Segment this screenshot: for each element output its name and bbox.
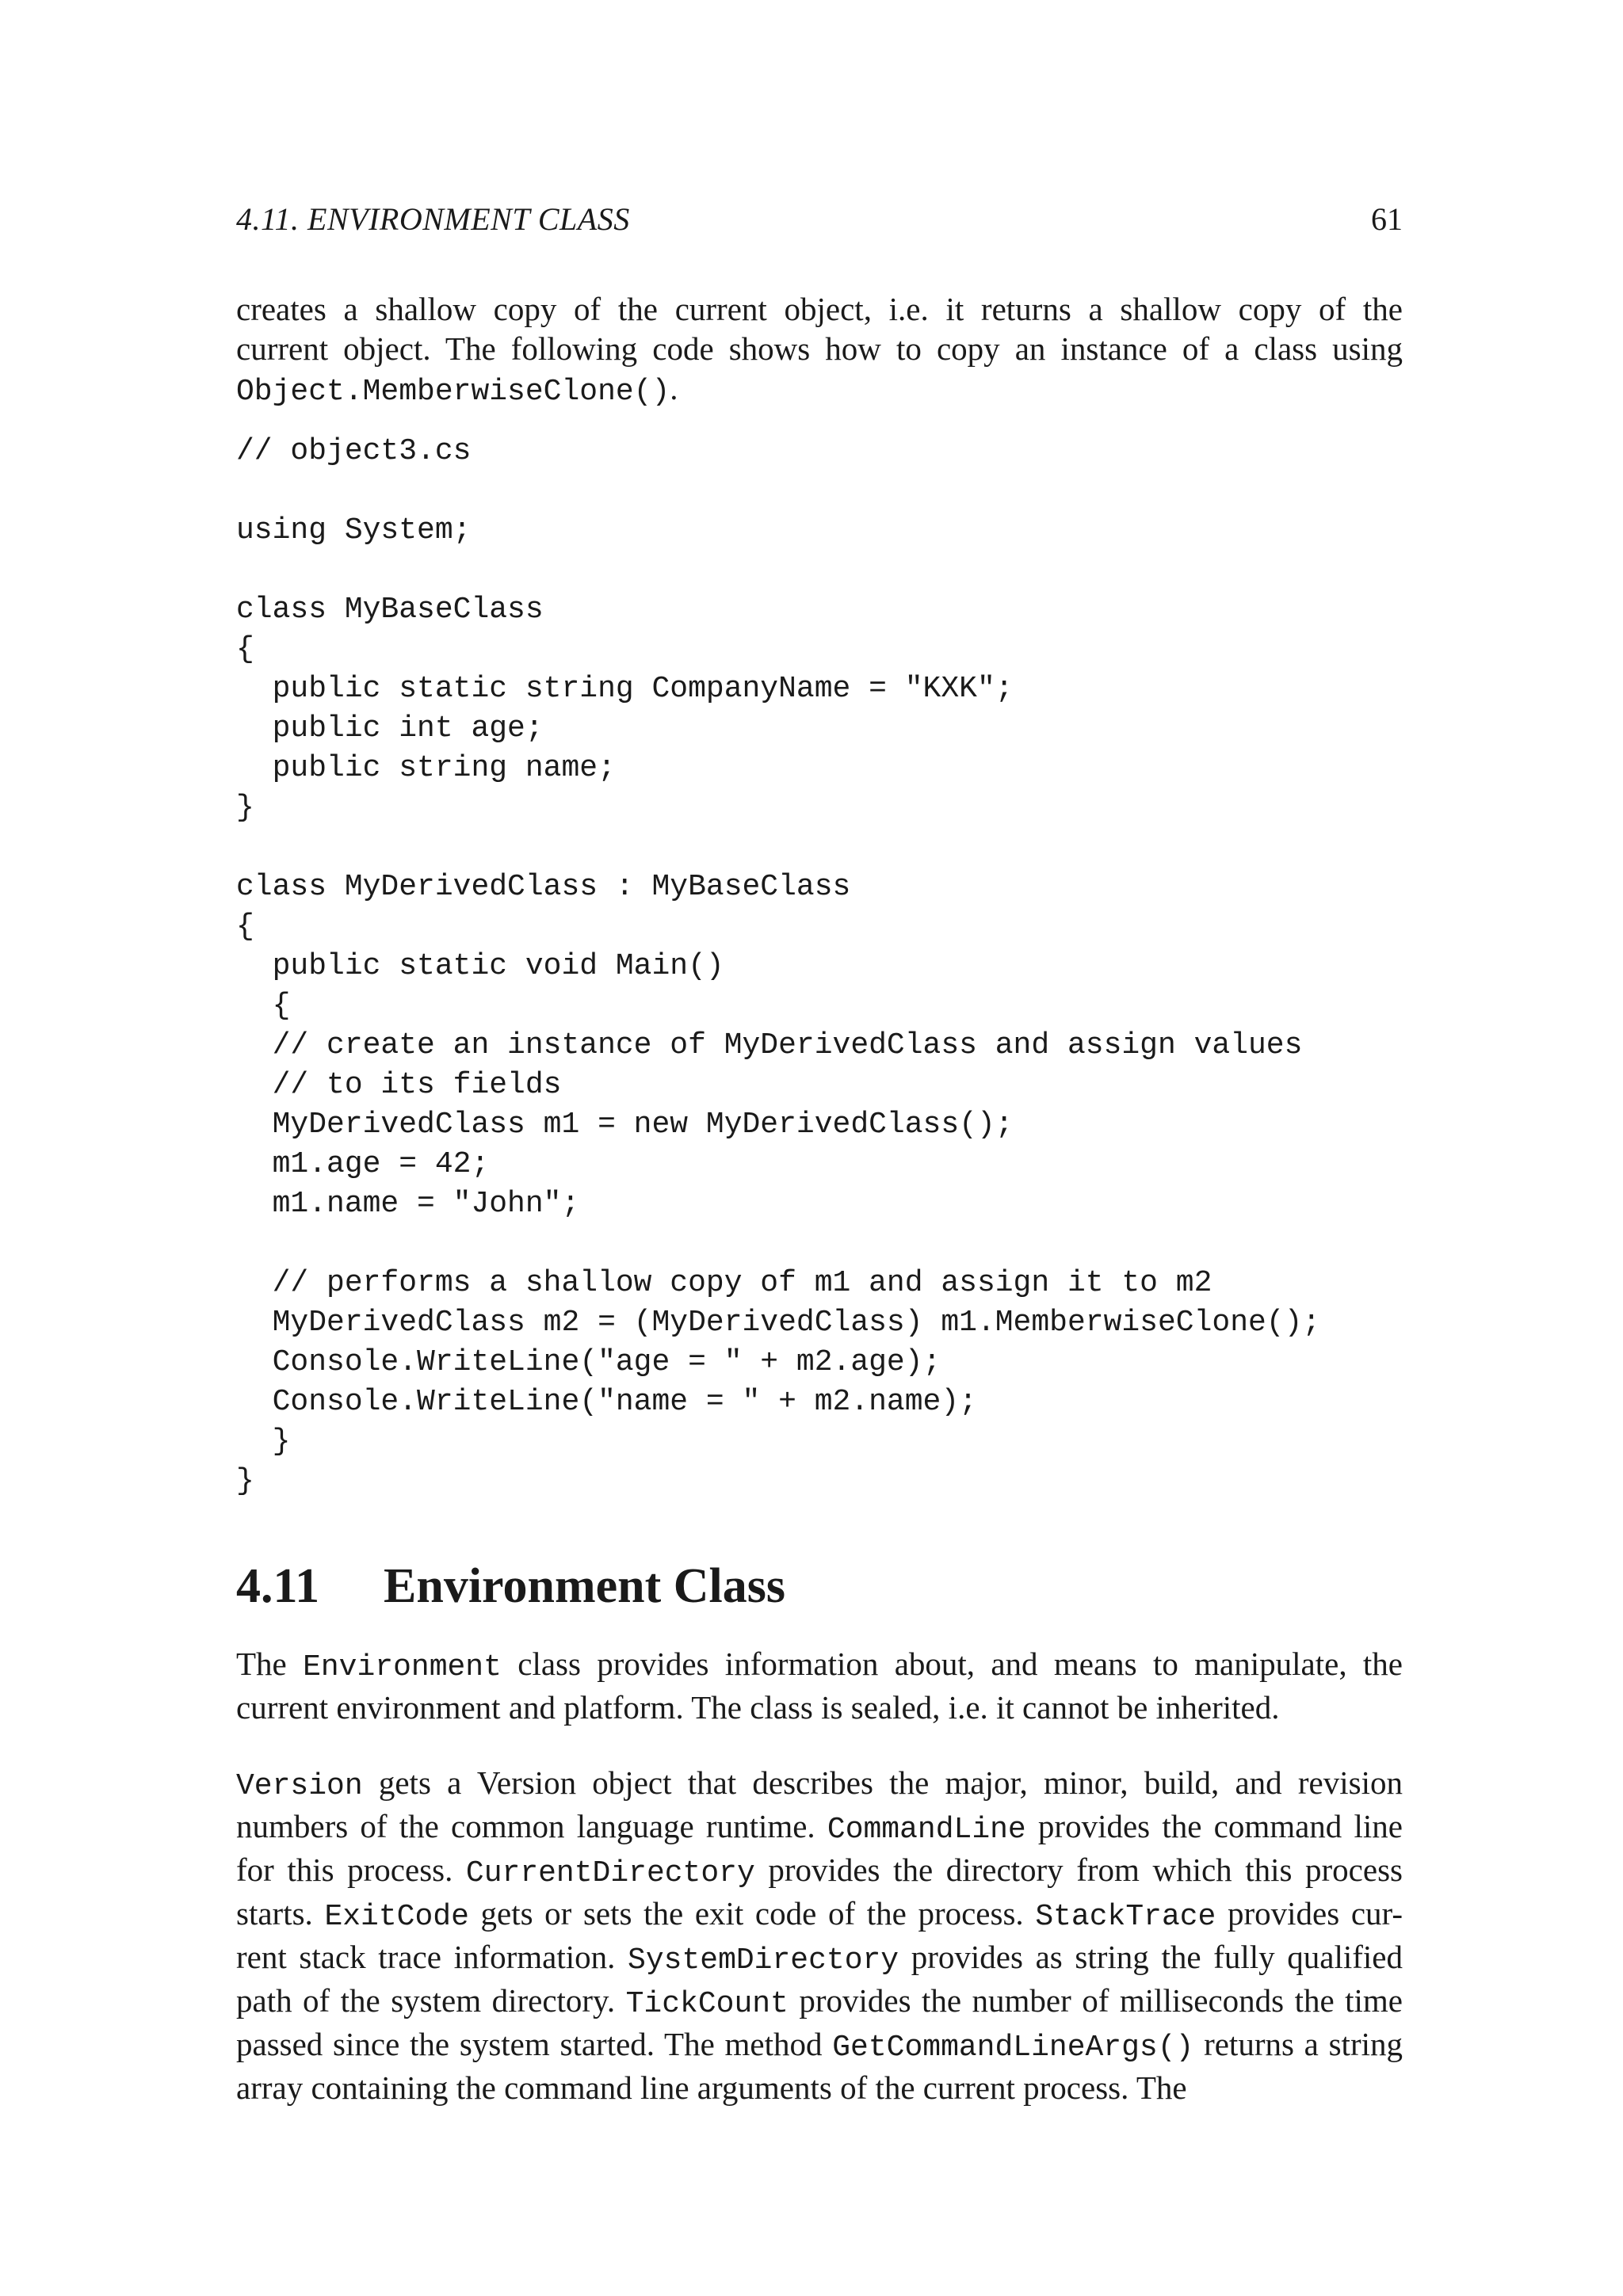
page-number: 61 (1371, 201, 1403, 237)
code-line: m1.age = 42; (236, 1147, 490, 1181)
code-line: // create an instance of MyDerivedClass and assign values (236, 1028, 1303, 1062)
code-line: using System; (236, 513, 472, 547)
intro-line-3 (236, 368, 1403, 412)
intro-end: . (670, 370, 678, 406)
code-line (236, 471, 1403, 511)
inline-code-exitcode: ExitCode (324, 1900, 469, 1934)
running-head (236, 200, 1403, 239)
code-line: } (236, 1464, 254, 1498)
para2-text-4: gets or sets the exit code of the process. (468, 1895, 1036, 1932)
code-line (236, 1224, 1403, 1264)
code-line: { (236, 910, 254, 944)
code-line: { (236, 989, 291, 1023)
para2-text-8: returns a string array containing the command line arguments of the current process. The (236, 2026, 1403, 2106)
intro-line-2: current object. The following code shows how to copy an instance of a class using (236, 330, 1403, 367)
code-line: Console.WriteLine("name = " + m2.name); (236, 1385, 977, 1419)
para2-text-5: provides cur-rent stack trace information. (236, 1895, 1403, 1975)
code-line: MyDerivedClass m2 = (MyDerivedClass) m1.MemberwiseClone(); (236, 1306, 1321, 1340)
code-line: // to its fields (236, 1068, 562, 1102)
section-title: Environment Class (384, 1559, 785, 1613)
code-line: public int age; (236, 711, 544, 746)
intro-line-1: creates a shallow copy of the current object, i.e. it returns a shallow copy of the (236, 291, 1403, 327)
code-listing (236, 432, 1403, 1501)
inline-code-memberwiseclone: Object.MemberwiseClone() (236, 375, 670, 409)
inline-code-environment: Environment (303, 1650, 502, 1684)
intro-paragraph (236, 289, 1403, 412)
code-line: // performs a shallow copy of m1 and assign it to m2 (236, 1266, 1212, 1300)
para2-text-3: provides the directory from which this process starts. (236, 1852, 1403, 1932)
inline-code-version: Version (236, 1769, 363, 1803)
inline-code-getcommandlineargs: GetCommandLineArgs() (832, 2031, 1194, 2065)
section-heading (236, 1554, 785, 1618)
code-line: } (236, 1425, 291, 1459)
code-line: MyDerivedClass m1 = new MyDerivedClass(); (236, 1108, 1014, 1142)
code-line: class MyDerivedClass : MyBaseClass (236, 870, 851, 904)
para2-text-2: provides the command line for this process. (236, 1808, 1403, 1888)
section-number: 4.11 (236, 1559, 320, 1613)
code-line: // object3.cs (236, 434, 472, 468)
para1-text-2: class provides information about, and means to manipulate, the current environment and platform. The class is sealed, i.e. it cannot be inherited. (236, 1646, 1403, 1726)
inline-code-systemdirectory: SystemDirectory (628, 1943, 899, 1978)
inline-code-stacktrace: StackTrace (1035, 1900, 1216, 1934)
para2-text-6: provides as string the fully qualified path of the system directory. (236, 1939, 1403, 2019)
code-line: { (236, 632, 254, 666)
code-line: Console.WriteLine("age = " + m2.age); (236, 1345, 941, 1379)
running-head-title: 4.11. ENVIRONMENT CLASS (236, 201, 630, 237)
paragraph-environment-intro (236, 1644, 1403, 1727)
code-line: public static void Main() (236, 949, 724, 983)
code-line (236, 828, 1403, 868)
para2-text-1: gets a Version object that describes the major, minor, build, and revision numbers of the common language runtime. (236, 1764, 1403, 1844)
para1-text-1: The (236, 1646, 304, 1682)
inline-code-currentdirectory: CurrentDirectory (465, 1856, 755, 1890)
inline-code-tickcount: TickCount (625, 1987, 789, 2021)
code-line: } (236, 791, 254, 825)
inline-code-commandline: CommandLine (827, 1813, 1026, 1847)
paragraph-environment-members (236, 1763, 1403, 2107)
code-line: class MyBaseClass (236, 593, 544, 627)
code-line: public string name; (236, 751, 616, 785)
code-line (236, 551, 1403, 590)
para2-text-7: provides the number of milliseconds the time passed since the system started. The method (236, 1982, 1403, 2062)
code-line: m1.name = "John"; (236, 1187, 580, 1221)
code-line: public static string CompanyName = "KXK"; (236, 672, 1014, 706)
